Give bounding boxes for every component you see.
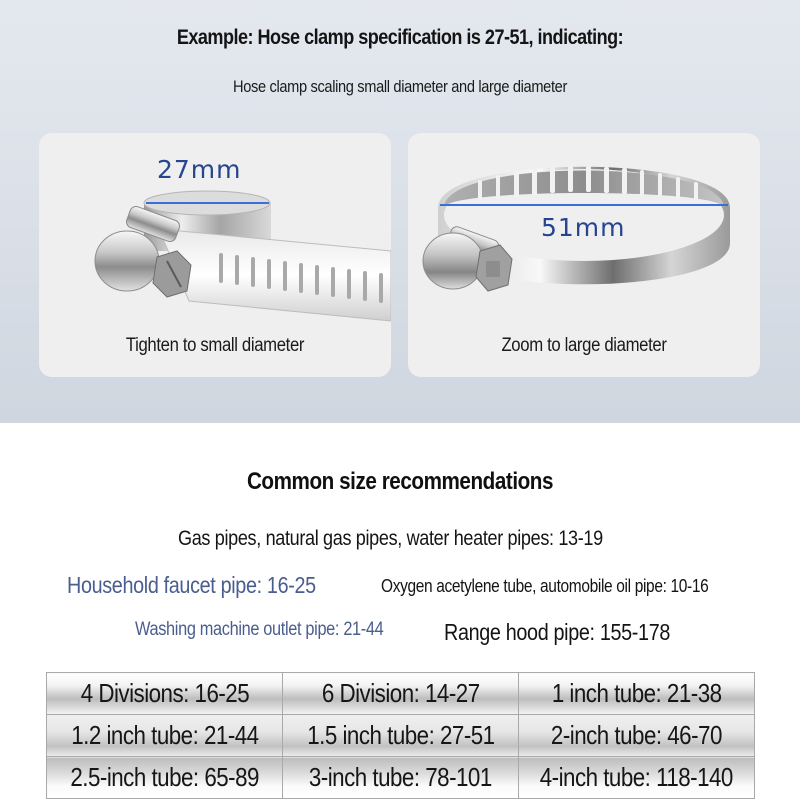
large-diameter-caption: Zoom to large diameter: [501, 335, 667, 356]
small-diameter-label: 27mm: [157, 155, 242, 184]
table-cell: 1.2 inch tube: 21-44: [47, 715, 283, 757]
illustration-card-large-diameter: [408, 133, 760, 377]
recommendation-gas-pipes: Gas pipes, natural gas pipes, water heater pipes: 13-19: [178, 527, 603, 550]
recommendation-washing-machine: Washing machine outlet pipe: 21-44: [135, 619, 384, 640]
example-subtitle: Hose clamp scaling small diameter and large diameter: [233, 77, 567, 96]
table-row: [47, 673, 755, 715]
table-cell: 2.5-inch tube: 65-89: [47, 757, 283, 799]
large-diameter-label: 51mm: [541, 213, 626, 242]
size-table: [46, 672, 755, 799]
recommendation-range-hood: Range hood pipe: 155-178: [444, 619, 671, 645]
table-cell: 1.5 inch tube: 27-51: [283, 715, 519, 757]
table-cell: 4 Divisions: 16-25: [47, 673, 283, 715]
example-title: Example: Hose clamp specification is 27-51, indicating:: [176, 26, 624, 49]
table-cell: 4-inch tube: 118-140: [519, 757, 755, 799]
table-cell: 2-inch tube: 46-70: [519, 715, 755, 757]
recommendations-title: Common size recommendations: [246, 468, 554, 495]
small-diameter-caption: Tighten to small diameter: [125, 335, 305, 356]
recommendation-oxygen-acetylene: Oxygen acetylene tube, automobile oil pipe: 10-16: [381, 576, 709, 596]
table-row: [47, 757, 755, 799]
table-cell: 6 Division: 14-27: [283, 673, 519, 715]
table-cell: 1 inch tube: 21-38: [519, 673, 755, 715]
table-cell: 3-inch tube: 78-101: [283, 757, 519, 799]
recommendation-household-faucet: Household faucet pipe: 16-25: [67, 572, 316, 598]
illustration-card-small-diameter: [39, 133, 391, 377]
table-row: [47, 715, 755, 757]
